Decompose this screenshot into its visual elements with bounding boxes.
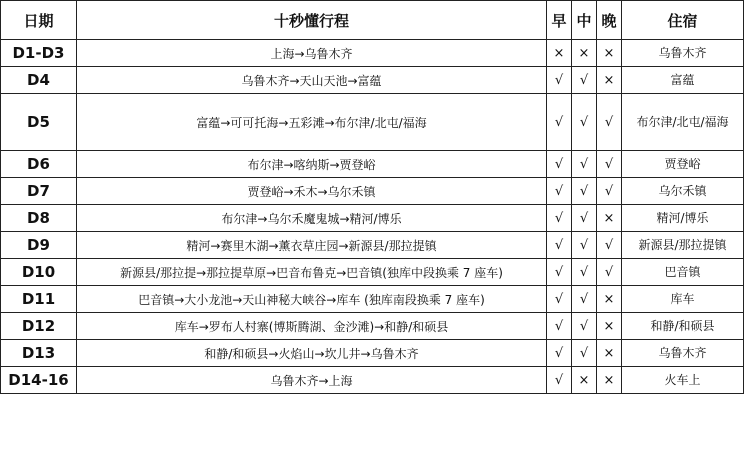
header-lunch: 中	[572, 1, 597, 40]
breakfast-cell: √	[547, 232, 572, 259]
day-cell: D4	[1, 67, 77, 94]
stay-cell: 布尔津/北屯/福海	[622, 94, 744, 151]
table-row	[1, 205, 744, 232]
breakfast-cell: √	[547, 286, 572, 313]
breakfast-cell: ×	[547, 40, 572, 67]
day-cell: D1-D3	[1, 40, 77, 67]
dinner-cell: ×	[597, 313, 622, 340]
route-cell: 富蕴→可可托海→五彩滩→布尔津/北屯/福海	[77, 94, 547, 151]
lunch-cell: √	[572, 94, 597, 151]
dinner-cell: ×	[597, 367, 622, 394]
lunch-cell: √	[572, 340, 597, 367]
route-cell: 乌鲁木齐→天山天池→富蕴	[77, 67, 547, 94]
stay-cell: 库车	[622, 286, 744, 313]
breakfast-cell: √	[547, 205, 572, 232]
table-row	[1, 232, 744, 259]
dinner-cell: √	[597, 94, 622, 151]
stay-cell: 乌鲁木齐	[622, 40, 744, 67]
stay-cell: 乌尔禾镇	[622, 178, 744, 205]
lunch-cell: √	[572, 151, 597, 178]
header-route: 十秒懂行程	[77, 1, 547, 40]
day-cell: D12	[1, 313, 77, 340]
dinner-cell: √	[597, 151, 622, 178]
route-cell: 乌鲁木齐→上海	[77, 367, 547, 394]
dinner-cell: ×	[597, 340, 622, 367]
lunch-cell: √	[572, 205, 597, 232]
table-row	[1, 340, 744, 367]
header-stay: 住宿	[622, 1, 744, 40]
stay-cell: 乌鲁木齐	[622, 340, 744, 367]
header-day: 日期	[1, 1, 77, 40]
route-cell: 布尔津→喀纳斯→贾登峪	[77, 151, 547, 178]
day-cell: D14-16	[1, 367, 77, 394]
dinner-cell: √	[597, 259, 622, 286]
stay-cell: 火车上	[622, 367, 744, 394]
table-row	[1, 259, 744, 286]
route-cell: 精河→赛里木湖→薰衣草庄园→新源县/那拉提镇	[77, 232, 547, 259]
route-cell: 巴音镇→大小龙池→天山神秘大峡谷→库车 (独库南段换乘 7 座车)	[77, 286, 547, 313]
stay-cell: 和静/和硕县	[622, 313, 744, 340]
route-cell: 库车→罗布人村寨(博斯腾湖、金沙滩)→和静/和硕县	[77, 313, 547, 340]
day-cell: D11	[1, 286, 77, 313]
stay-cell: 巴音镇	[622, 259, 744, 286]
table-row	[1, 94, 744, 151]
day-cell: D9	[1, 232, 77, 259]
lunch-cell: √	[572, 259, 597, 286]
dinner-cell: ×	[597, 40, 622, 67]
stay-cell: 贾登峪	[622, 151, 744, 178]
breakfast-cell: √	[547, 94, 572, 151]
table-row	[1, 367, 744, 394]
dinner-cell: ×	[597, 286, 622, 313]
header-dinner: 晚	[597, 1, 622, 40]
lunch-cell: ×	[572, 367, 597, 394]
table-row	[1, 178, 744, 205]
table-row	[1, 67, 744, 94]
breakfast-cell: √	[547, 67, 572, 94]
lunch-cell: √	[572, 286, 597, 313]
dinner-cell: ×	[597, 67, 622, 94]
header-row	[1, 1, 744, 40]
stay-cell: 新源县/那拉提镇	[622, 232, 744, 259]
dinner-cell: ×	[597, 205, 622, 232]
breakfast-cell: √	[547, 367, 572, 394]
route-cell: 新源县/那拉提→那拉提草原→巴音布鲁克→巴音镇(独库中段换乘 7 座车)	[77, 259, 547, 286]
day-cell: D8	[1, 205, 77, 232]
day-cell: D5	[1, 94, 77, 151]
breakfast-cell: √	[547, 340, 572, 367]
dinner-cell: √	[597, 178, 622, 205]
breakfast-cell: √	[547, 151, 572, 178]
stay-cell: 精河/博乐	[622, 205, 744, 232]
lunch-cell: √	[572, 67, 597, 94]
table-row	[1, 286, 744, 313]
breakfast-cell: √	[547, 178, 572, 205]
table-row	[1, 151, 744, 178]
header-breakfast: 早	[547, 1, 572, 40]
day-cell: D6	[1, 151, 77, 178]
route-cell: 贾登峪→禾木→乌尔禾镇	[77, 178, 547, 205]
day-cell: D10	[1, 259, 77, 286]
breakfast-cell: √	[547, 313, 572, 340]
lunch-cell: ×	[572, 40, 597, 67]
breakfast-cell: √	[547, 259, 572, 286]
day-cell: D13	[1, 340, 77, 367]
lunch-cell: √	[572, 178, 597, 205]
route-cell: 布尔津→乌尔禾魔鬼城→精河/博乐	[77, 205, 547, 232]
route-cell: 和静/和硕县→火焰山→坎儿井→乌鲁木齐	[77, 340, 547, 367]
lunch-cell: √	[572, 313, 597, 340]
route-cell: 上海→乌鲁木齐	[77, 40, 547, 67]
dinner-cell: √	[597, 232, 622, 259]
lunch-cell: √	[572, 232, 597, 259]
table-row	[1, 313, 744, 340]
table-row	[1, 40, 744, 67]
day-cell: D7	[1, 178, 77, 205]
stay-cell: 富蕴	[622, 67, 744, 94]
